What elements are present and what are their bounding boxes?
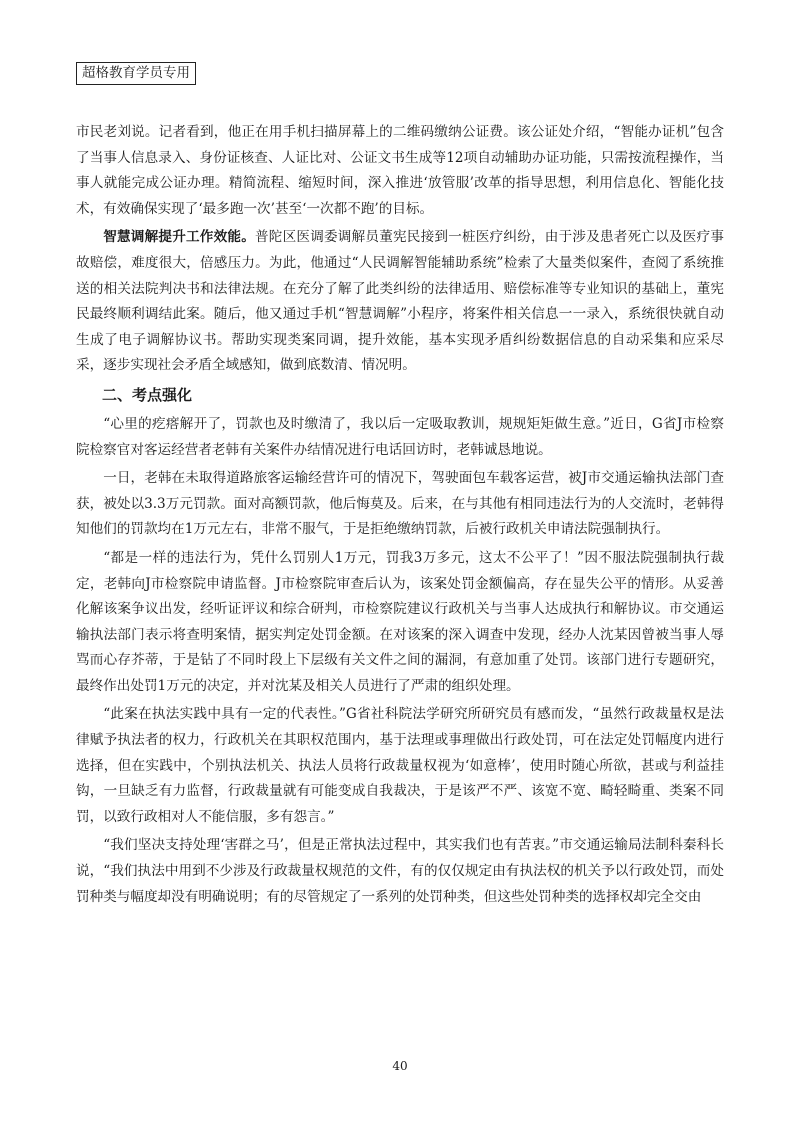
document-body [76,120,724,913]
paragraph-continuation: 市民老刘说。记者看到，他正在用手机扫描屏幕上的二维码缴纳公证费。该公证处介绍，“智能办证机”包含了当事人信息录入、身份证核查、人证比对、公证文书生成等12项自动辅助办证功能，只需按流程操作，当事人就能完成公证办理。精简流程、缩短时间，深入推进‘放管服’改革的指导思想，利用信息化、智能化技术，有效确保实现了‘最多跑一次’甚至‘一次都不跑’的目标。 [76,124,724,217]
paragraph-text: 普陀区医调委调解员董宪民接到一桩医疗纠纷，由于涉及患者死亡以及医疗事故赔偿，难度很大，倍感压力。为此，他通过“人民调解智能辅助系统”检索了大量类似案件，查阅了系统推送的相关法院判决书和法律法规。在充分了解了此类纠纷的法律适用、赔偿标准等专业知识的基础上，董宪民最终顺利调结此案。随后，他又通过手机“智慧调解”小程序，将案件相关信息一一录入，系统很快就自动生成了电子调解协议书。帮助实现类案同调，提升效能，基本实现矛盾纠纷数据信息的自动采集和应采尽采，逐步实现社会矛盾全域感知，做到底数清、情况明。 [76,229,725,374]
paragraph-supervision: “都是一样的违法行为，凭什么罚别人1万元，罚我3万多元，这太不公平了！”因不服法院强制执行裁定，老韩向J市检察院申请监督。J市检察院审查后认为，该案处罚金额偏高，存在显失公平的情形。从妥善化解该案争议出发，经听证评议和综合研判，市检察院建议行政机关与当事人达成执行和解协议。市交通运输执法部门表示将查明案情，据实判定处罚金额。在对该案的深入调查中发现，经办人沈某因曾被当事人辱骂而心存芥蒂，于是钻了不同时段上下层级有关文件之间的漏洞，有意加重了处罚。该部门进行专题研究，最终作出处罚1万元的决定，并对沈某及相关人员进行了严肃的组织处理。 [76,549,724,694]
paragraph-expert-comment: “此案在执法实践中具有一定的代表性。”G省社科院法学研究所研究员有感而发，“虽然行政裁量权是法律赋予执法者的权力，行政机关在其职权范围内，基于法理或事理做出行政处罚，可在法定处罚幅度内进行选择，但在实践中，个别执法机关、执法人员将行政裁量权视为‘如意棒’，使用时随心所欲，甚或与利益挂钩，一旦缺乏有力监督，行政裁量就有可能变成自我裁决，于是该严不严、该宽不宽、畸轻畸重、类案不同罚，以致行政相对人不能信服，多有怨言。” [76,706,724,825]
paragraph-smart-mediation [76,225,724,379]
header-label: 超格教育学员专用 [76,62,196,85]
paragraph-case-background: 一日，老韩在未取得道路旅客运输经营许可的情况下，驾驶面包车载客运营，被J市交通运输执法部门查获，被处以3.3万元罚款。面对高额罚款，他后悔莫及。后来，在与其他有相同违法行为的人交流时，老韩得知他们的罚款均在1万元左右，非常不服气，于是拒绝缴纳罚款，后被行政机关申请法院强制执行。 [76,470,724,538]
paragraph-quote-lao-han: “心里的疙瘩解开了，罚款也及时缴清了，我以后一定吸取教训，规规矩矩做生意。”近日，G省J市检察院检察官对客运经营者老韩有关案件办结情况进行电话回访时，老韩诚恳地说。 [76,415,724,458]
paragraph-bureau-comment: “我们坚决支持处理‘害群之马’，但是正常执法过程中，其实我们也有苦衷。”市交通运输局法制科秦科长说，“我们执法中用到不少涉及行政裁量权规范的文件，有的仅仅规定由有执法权的机关予以行政处罚，而处罚种类与幅度却没有明确说明；有的尽管规定了一系列的处罚种类，但这些处罚种类的选择权却完全交由 [76,837,724,905]
page-number: 40 [392,1059,408,1073]
paragraph-lead: 智慧调解提升工作效能。 [103,229,255,246]
section-heading: 二、考点强化 [102,385,193,404]
